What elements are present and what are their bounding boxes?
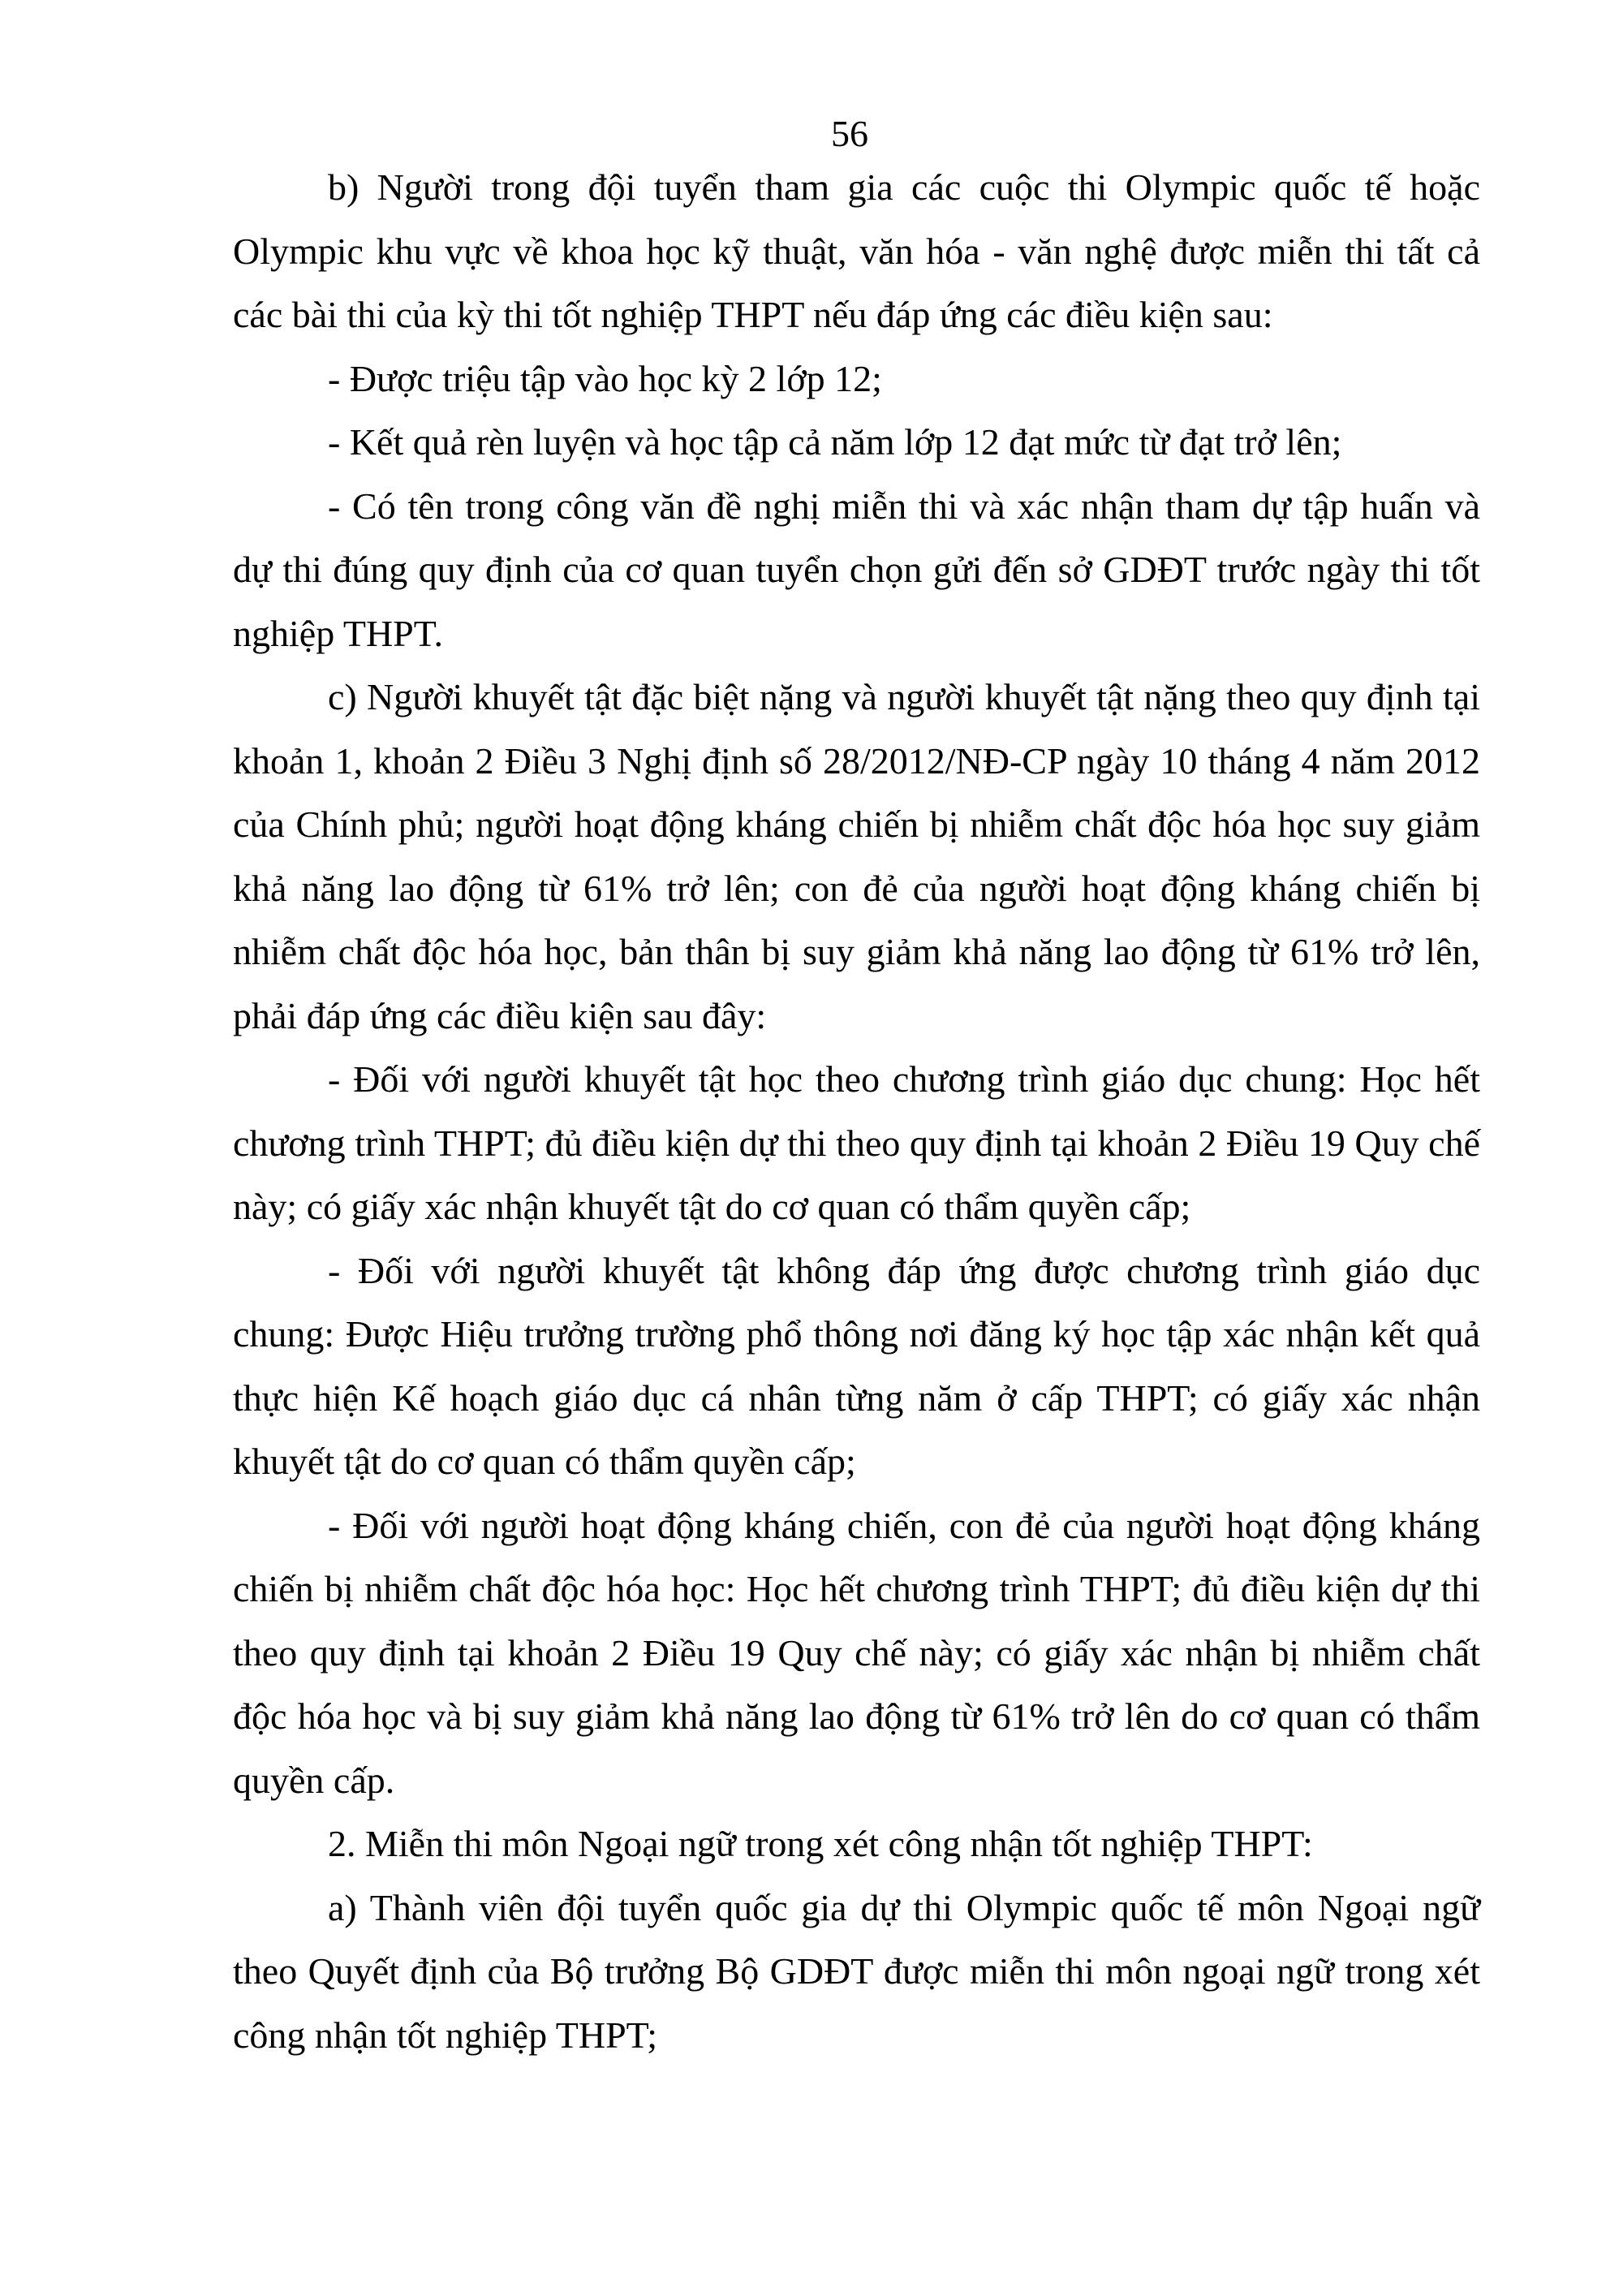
paragraph-1c-disabled-persons: c) Người khuyết tật đặc biệt nặng và người khuyết tật nặng theo quy định tại khoản 1, khoản 2 Điều 3 Nghị định số 28/2012/NĐ-CP ngày 10 tháng 4 năm 2012 của Chính phủ; người hoạt động kháng chiến bị nhiễm chất độc hóa học suy giảm khả năng lao động từ 61% trở lên; con đẻ của người hoạt động kháng chiến bị nhiễm chất độc hóa học, bản thân bị suy giảm khả năng lao động từ 61% trở lên, phải đáp ứng các điều kiện sau đây: <box>233 676 1480 1036</box>
paragraph-condition-official-letter: - Có tên trong công văn đề nghị miễn thi và xác nhận tham dự tập huấn và dự thi đúng quy định của cơ quan tuyển chọn gửi đến sở GDĐT trước ngày thi tốt nghiệp THPT. <box>233 485 1480 654</box>
paragraph-condition-summoned: - Được triệu tập vào học kỳ 2 lớp 12; <box>328 357 882 399</box>
paragraph-condition-results: - Kết quả rèn luyện và học tập cả năm lớp 12 đạt mức từ đạt trở lên; <box>328 421 1342 463</box>
paragraph-2a-national-team: a) Thành viên đội tuyển quốc gia dự thi Olympic quốc tế môn Ngoại ngữ theo Quyết định của Bộ trưởng Bộ GDĐT được miễn thi môn ngoại ngữ trong xét công nhận tốt nghiệp THPT; <box>233 1886 1480 2056</box>
paragraph-resistance-activists: - Đối với người hoạt động kháng chiến, con đẻ của người hoạt động kháng chiến bị nhiễm chất độc hóa học: Học hết chương trình THPT; đủ điều kiện dự thi theo quy định tại khoản 2 Điều 19 Quy chế này; có giấy xác nhận bị nhiễm chất độc hóa học và bị suy giảm khả năng lao động từ 61% trở lên do cơ quan có thẩm quyền cấp. <box>233 1504 1480 1801</box>
document-body <box>233 156 1480 2067</box>
paragraph-2-foreign-language-exemption: 2. Miễn thi môn Ngoại ngữ trong xét công nhận tốt nghiệp THPT: <box>328 1823 1313 1864</box>
paragraph-individual-plan: - Đối với người khuyết tật không đáp ứng được chương trình giáo dục chung: Được Hiệu trưởng trường phổ thông nơi đăng ký học tập xác nhận kết quả thực hiện Kế hoạch giáo dục cá nhân từng năm ở cấp THPT; có giấy xác nhận khuyết tật do cơ quan có thẩm quyền cấp; <box>233 1249 1480 1482</box>
paragraph-general-curriculum: - Đối với người khuyết tật học theo chương trình giáo dục chung: Học hết chương trình THPT; đủ điều kiện dự thi theo quy định tại khoản 2 Điều 19 Quy chế này; có giấy xác nhận khuyết tật do cơ quan có thẩm quyền cấp; <box>233 1058 1480 1227</box>
paragraph-1b-olympic-team: b) Người trong đội tuyển tham gia các cuộc thi Olympic quốc tế hoặc Olympic khu vực về khoa học kỹ thuật, văn hóa - văn nghệ được miễn thi tất cả các bài thi của kỳ thi tốt nghiệp THPT nếu đáp ứng các điều kiện sau: <box>233 166 1480 335</box>
page-number: 56 <box>831 113 868 154</box>
